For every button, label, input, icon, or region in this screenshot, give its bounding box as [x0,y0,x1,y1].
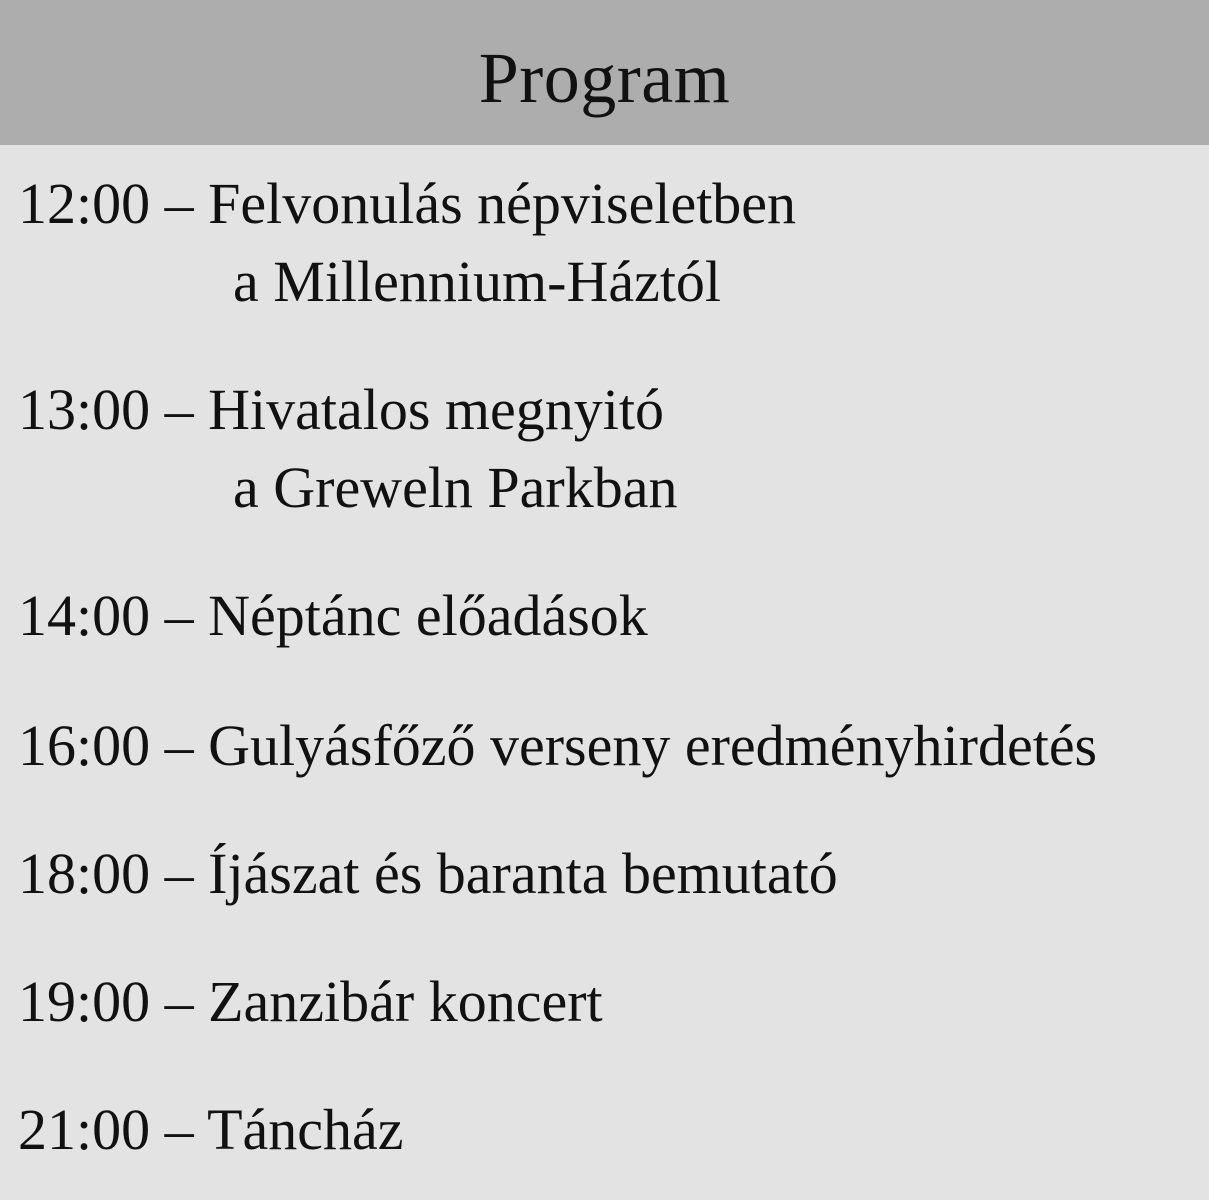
schedule-item [18,371,1198,527]
schedule-item [18,963,1198,1041]
schedule-item [18,165,1198,321]
schedule-time: 16:00 [18,713,151,778]
schedule-item [18,577,1198,655]
schedule-text: Néptánc előadások [208,583,648,648]
schedule-time: 14:00 [18,583,151,648]
schedule-item [18,1091,1198,1169]
schedule-item-line [18,1091,1198,1169]
schedule-item-line [18,371,1198,449]
schedule-text: Táncház [207,1097,404,1162]
schedule-time: 21:00 [18,1097,151,1162]
schedule-separator: – [164,171,194,236]
page-title: Program [478,38,731,118]
schedule-separator: – [164,713,194,778]
schedule-separator: – [164,969,194,1034]
schedule-time: 19:00 [18,969,151,1034]
schedule-text-continuation: a Greweln Parkban [233,455,678,520]
schedule-separator: – [164,841,194,906]
schedule-time: 12:00 [18,171,151,236]
schedule-item-line [18,577,1198,655]
schedule-time: 18:00 [18,841,151,906]
schedule-item-line [18,963,1198,1041]
schedule-separator: – [164,583,194,648]
schedule-time: 13:00 [18,377,151,442]
schedule-text-continuation: a Millennium-Háztól [233,249,722,314]
schedule-text: Felvonulás népviseletben [208,171,797,236]
header-bar [0,0,1209,145]
schedule-separator: – [164,1097,194,1162]
schedule-text: Íjászat és baranta bemutató [208,841,838,906]
schedule-item-line [18,165,1198,243]
schedule-separator: – [164,377,194,442]
schedule-text: Zanzibár koncert [208,969,603,1034]
schedule-text: Hivatalos megnyitó [208,377,664,442]
schedule-item-line [18,707,1198,785]
schedule-item [18,707,1198,785]
schedule-item-line [18,835,1198,913]
schedule-text: Gulyásfőző verseny eredményhirdetés [208,713,1098,778]
schedule-item [18,835,1198,913]
